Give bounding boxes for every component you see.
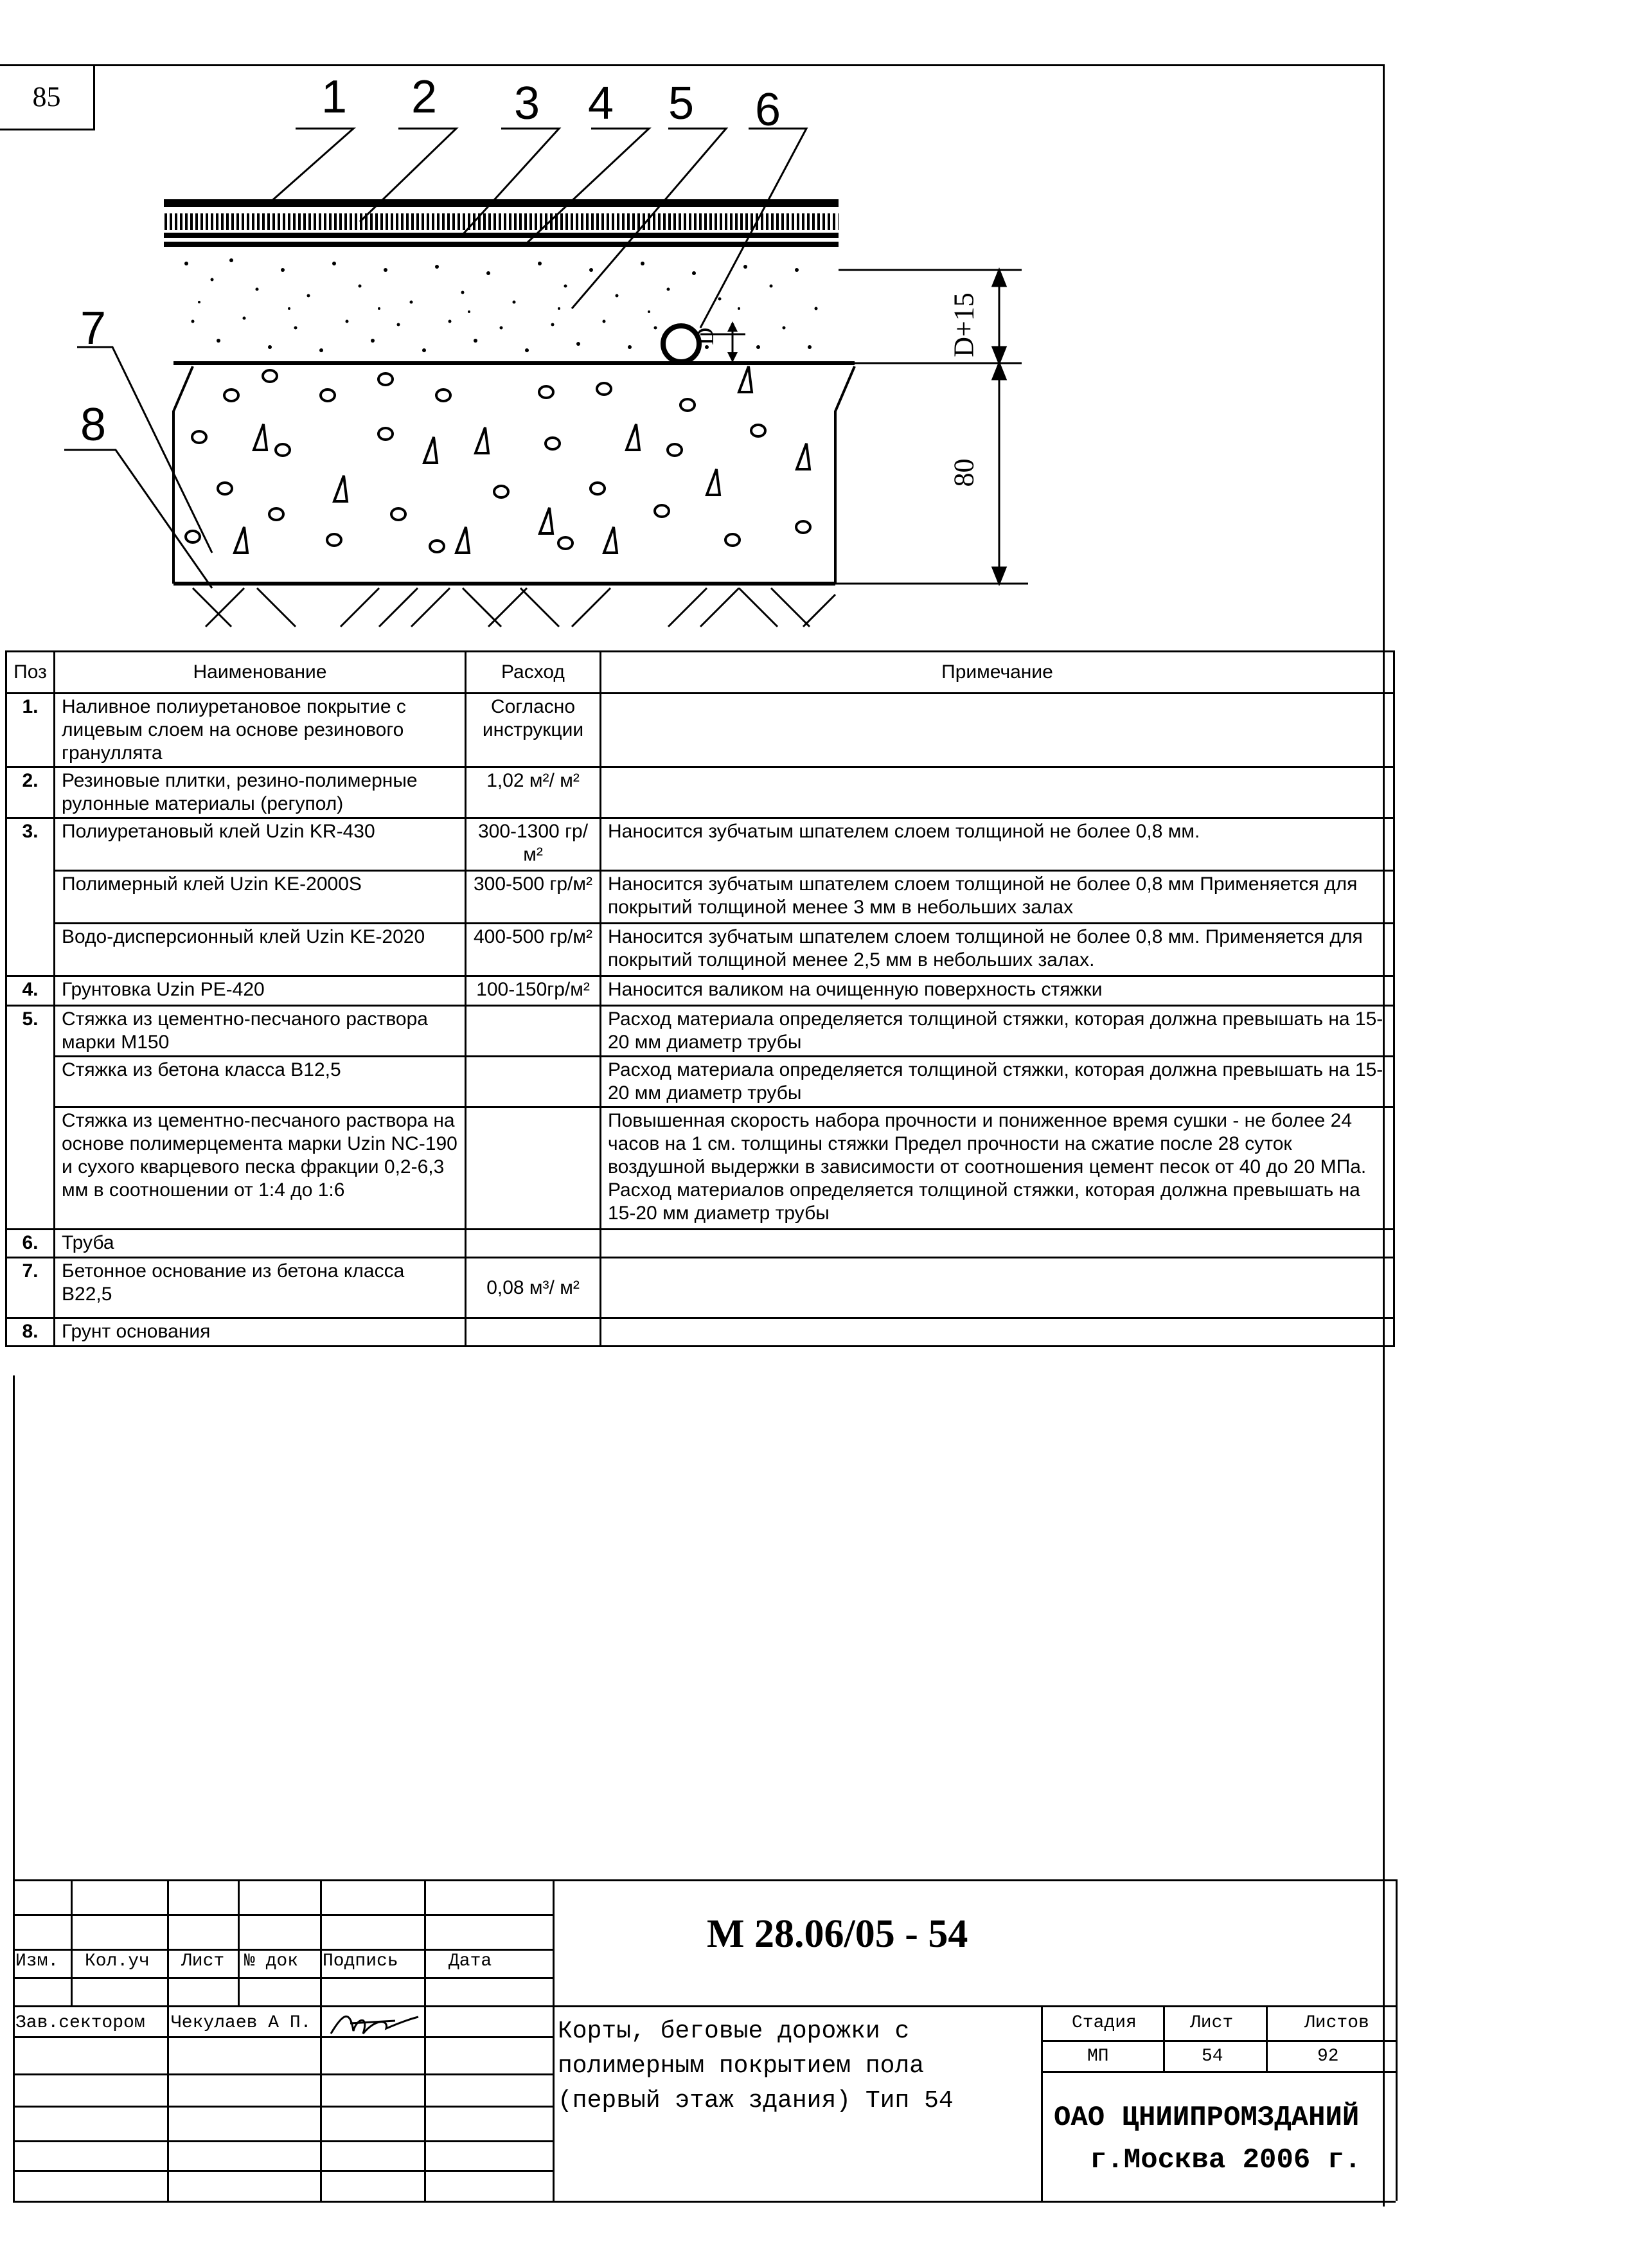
row-pos: 3.: [6, 818, 55, 871]
row-note: Расход материала определяется толщиной стяжки, которая должна превышать на 15-20 мм диаметр трубы: [601, 1006, 1394, 1057]
col-label-kol: Кол.уч: [85, 1951, 150, 1971]
row-rate: 100-150гр/м²: [466, 976, 601, 1006]
col-label-sign: Подпись: [323, 1951, 398, 1971]
figure-label-1: 1: [321, 71, 348, 123]
row-note: [601, 1230, 1394, 1258]
table-row: [6, 1230, 1394, 1258]
row-note: Наносится зубчатым шпателем слоем толщиной не более 0,8 мм. Применяется для покрытий толщиной менее 2,5 мм в небольших залах.: [601, 924, 1394, 976]
layer-rubber: [164, 213, 839, 230]
row-pos: [6, 1057, 55, 1107]
table-row: [6, 1258, 1394, 1318]
row-pos: 2.: [6, 767, 55, 818]
signature: [324, 2005, 421, 2041]
stage-value: МП: [1087, 2046, 1109, 2066]
figure-label-3: 3: [514, 78, 540, 129]
figure-label-2: 2: [411, 71, 438, 123]
row-rate: [466, 1057, 601, 1107]
sheet-value: 54: [1202, 2046, 1223, 2066]
row-pos: [6, 924, 55, 976]
row-rate: 1,02 м²/ м²: [466, 767, 601, 818]
row-name: Стяжка из бетона класса В12,5: [55, 1057, 466, 1107]
col-label-date: Дата: [449, 1951, 492, 1971]
row-note: Расход материала определяется толщиной стяжки, которая должна превышать на 15-20 мм диаметр трубы: [601, 1057, 1394, 1107]
sheet-label: Лист: [1190, 2013, 1234, 2033]
table-header: [6, 652, 1394, 694]
row-rate: Согласно инструкции: [466, 694, 601, 767]
row-note: [601, 1318, 1394, 1347]
person-name: Чекулаев А П.: [171, 2013, 312, 2033]
layer-screed: [173, 251, 822, 363]
sheets-label: Листов: [1304, 2013, 1369, 2033]
floor-section-drawing: [0, 64, 1383, 656]
figure-label-7: 7: [80, 303, 107, 354]
layer-primer: [164, 242, 839, 244]
row-rate: [466, 1107, 601, 1230]
row-note: [601, 694, 1394, 767]
table-row: [6, 871, 1394, 924]
row-name: Резиновые плитки, резино-полимерные рулонные материалы (регупол): [55, 767, 466, 818]
row-note: Наносится валиком на очищенную поверхность стяжки: [601, 976, 1394, 1006]
header-name: Наименование: [55, 652, 466, 694]
sheets-value: 92: [1317, 2046, 1339, 2066]
row-rate: [466, 1318, 601, 1347]
document-description: Корты, беговые дорожки с полимерным покрытием пола (первый этаж здания) Тип 54: [558, 2018, 954, 2115]
row-note: Повышенная скорость набора прочности и пониженное время сушки - не более 24 часов на 1 см. толщины стяжки Предел прочности на сжатие после 28 суток воздушной выдержки в зависимости от соотношения цемент песок от 40 до 20 МПа. Расход материалов определяется толщиной стяжки, которая должна превышать на 15-20 мм диаметр трубы: [601, 1107, 1394, 1230]
table-row: [6, 924, 1394, 976]
organization: ОАО ЦНИИПРОМЗДАНИЙ: [1054, 2102, 1360, 2134]
layer-concrete-base: [173, 366, 855, 584]
row-pos: 1.: [6, 694, 55, 767]
col-label-list: Лист: [181, 1951, 225, 1971]
table-row: [6, 818, 1394, 871]
row-note: Наносится зубчатым шпателем слоем толщиной не более 0,8 мм Применяется для покрытий толщиной менее 3 мм в небольших залах: [601, 871, 1394, 924]
document-code: М 28.06/05 - 54: [707, 1912, 968, 1956]
page-number: 85: [0, 64, 95, 130]
stage-label: Стадия: [1072, 2013, 1137, 2033]
row-name: Грунт основания: [55, 1318, 466, 1347]
row-pos: 6.: [6, 1230, 55, 1258]
row-name: Грунтовка Uzin PE-420: [55, 976, 466, 1006]
table-row: [6, 1107, 1394, 1230]
dim-bottom-label: 80: [948, 458, 980, 487]
header-pos: Поз: [6, 652, 55, 694]
city-year: г.Москва 2006 г.: [1090, 2144, 1362, 2176]
table-row: [6, 694, 1394, 767]
header-rate: Расход: [466, 652, 601, 694]
row-rate: [466, 1006, 601, 1057]
row-rate: 300-1300 гр/м²: [466, 818, 601, 871]
table-row: [6, 1006, 1394, 1057]
table-row: [6, 1318, 1394, 1347]
row-pos: 5.: [6, 1006, 55, 1057]
row-note: [601, 767, 1394, 818]
dim-top-label: D+15: [948, 292, 980, 357]
row-name: Бетонное основание из бетона класса В22,5: [55, 1258, 466, 1318]
col-label-doc: № док: [244, 1951, 299, 1971]
table-row: [6, 767, 1394, 818]
figure-label-8: 8: [80, 399, 107, 451]
row-rate: 300-500 гр/м²: [466, 871, 601, 924]
row-rate: 0,08 м³/ м²: [466, 1258, 601, 1318]
specification-table: [5, 650, 1395, 1347]
row-name: Полиуретановый клей Uzin KR-430: [55, 818, 466, 871]
row-rate: [466, 1230, 601, 1258]
header-note: Примечание: [601, 652, 1394, 694]
row-name: Стяжка из цементно-песчаного раствора на основе полимерцемента марки Uzin NC-190 и сухого кварцевого песка фракции 0,2-6,3 мм в соотношении от 1:4 до 1:6: [55, 1107, 466, 1230]
figure-label-6: 6: [755, 84, 781, 136]
title-block: [13, 1879, 1396, 2202]
row-name: Стяжка из цементно-песчаного раствора марки М150: [55, 1006, 466, 1057]
row-name: Полимерный клей Uzin KE-2000S: [55, 871, 466, 924]
row-note: Наносится зубчатым шпателем слоем толщиной не более 0,8 мм.: [601, 818, 1394, 871]
row-name: Наливное полиуретановое покрытие с лицевым слоем на основе резинового грануллята: [55, 694, 466, 767]
table-row: [6, 976, 1394, 1006]
sheet-left-border: [13, 1375, 15, 1883]
role-label: Зав.сектором: [15, 2013, 145, 2033]
pipe-dim-label: D: [692, 327, 719, 345]
layer-adhesive: [164, 233, 839, 238]
row-rate: 400-500 гр/м²: [466, 924, 601, 976]
row-pos: [6, 1107, 55, 1230]
col-label-izm: Изм.: [15, 1951, 59, 1971]
soil-hatch: [193, 588, 835, 627]
figure-label-4: 4: [588, 78, 614, 129]
figure-label-5: 5: [668, 78, 695, 129]
row-pos: 4.: [6, 976, 55, 1006]
row-note: [601, 1258, 1394, 1318]
layer-coating: [164, 199, 839, 207]
row-name: Труба: [55, 1230, 466, 1258]
row-name: Водо-дисперсионный клей Uzin KE-2020: [55, 924, 466, 976]
row-pos: 7.: [6, 1258, 55, 1318]
row-pos: 8.: [6, 1318, 55, 1347]
table-row: [6, 1057, 1394, 1107]
row-pos: [6, 871, 55, 924]
